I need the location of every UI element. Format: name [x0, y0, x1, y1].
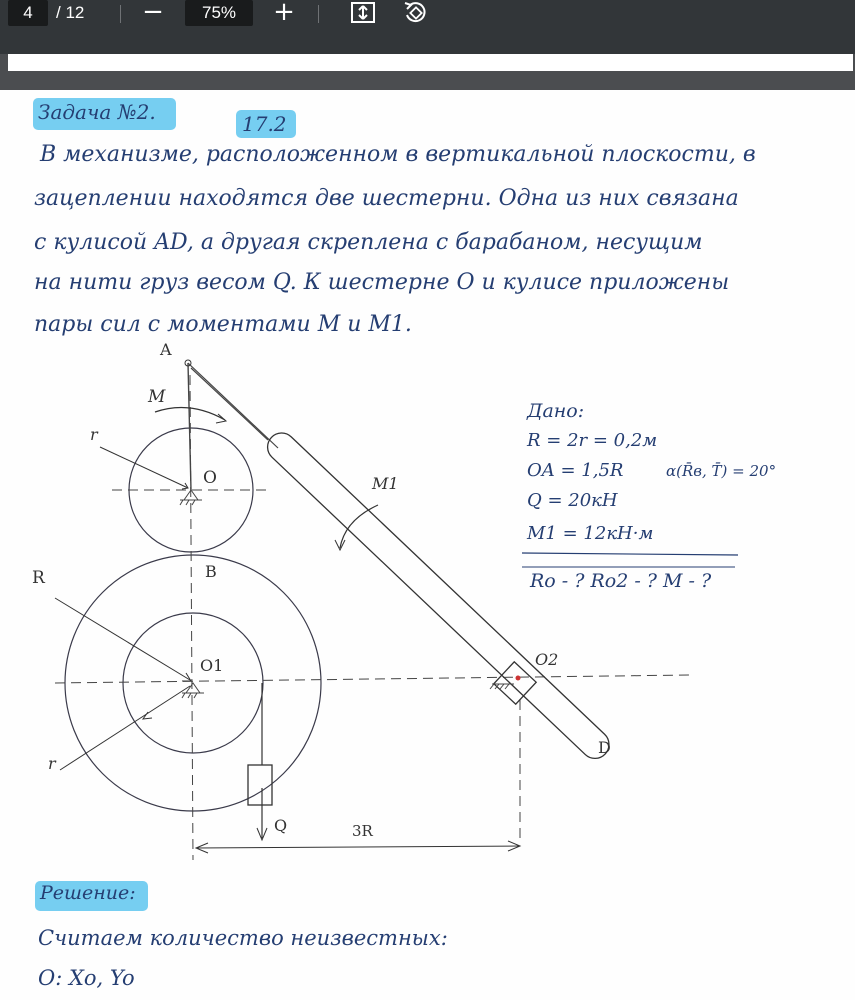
find-line: Ro - ? Ro2 - ? M - ? [530, 570, 712, 592]
label-m: M [148, 387, 166, 407]
zoom-out-button[interactable] [139, 0, 167, 26]
given-line-2: OA = 1,5R [527, 460, 624, 481]
document-page [0, 90, 855, 1000]
solution-line-2: O: Xo, Yo [38, 966, 135, 990]
task-number: 17.2 [242, 112, 287, 136]
statement-line-4: на нити груз весом Q. К шестерне O и кулисе приложены [34, 270, 730, 295]
radius-R [55, 598, 190, 680]
given-angle: α(R̄в, T̄) = 20° [666, 462, 777, 480]
given-header: Дано: [527, 400, 585, 422]
support-o2 [490, 684, 514, 689]
page-total: / 12 [56, 3, 85, 22]
dimension-3r [196, 846, 520, 848]
statement-line-3: с кулисой AD, а другая скреплена с барабаном, несущим [34, 230, 703, 255]
statement-line-1: В механизме, расположенном в вертикальной плоскости, в [40, 142, 756, 167]
given-line-3: Q = 20кН [527, 490, 618, 511]
zoom-level-input[interactable]: 75% [185, 0, 253, 26]
minus-icon: − [142, 0, 164, 27]
label-a: A [160, 340, 172, 359]
pin-o2 [516, 676, 521, 681]
given-line-1: R = 2r = 0,2м [527, 430, 658, 451]
plus-icon: + [273, 0, 295, 27]
task-label: Задача №2. [38, 100, 156, 124]
zoom-in-button[interactable] [270, 0, 298, 26]
label-b: B [205, 562, 217, 581]
toolbar-divider [120, 5, 121, 23]
load-q [248, 765, 272, 805]
support-o1 [182, 683, 204, 698]
solution-label: Решение: [40, 882, 136, 904]
rotate-icon [401, 0, 429, 26]
label-o2: O2 [535, 650, 559, 669]
slider-block [494, 662, 536, 704]
fit-page-icon [349, 0, 377, 26]
label-q: Q [274, 816, 288, 835]
pdf-toolbar [0, 0, 855, 54]
label-o1: O1 [200, 656, 224, 675]
toolbar-divider [318, 5, 319, 23]
statement-line-5: пары сил с моментами M и M1. [34, 312, 412, 337]
statement-line-2: зацеплении находятся две шестерни. Одна из них связана [34, 186, 739, 211]
given-underline [522, 553, 738, 555]
label-r-top: r [90, 425, 98, 444]
label-m1: M1 [372, 474, 399, 493]
label-r-bottom: r [48, 754, 56, 773]
label-d: D [598, 738, 611, 757]
label-3r: 3R [352, 822, 373, 840]
label-R: R [32, 568, 45, 588]
previous-page-edge [8, 54, 853, 71]
given-line-4: M1 = 12кН·м [527, 523, 654, 544]
rotate-button[interactable] [400, 0, 430, 26]
page-number-input[interactable]: 4 [8, 0, 48, 26]
label-o: O [203, 468, 217, 488]
solution-line-1: Считаем количество неизвестных: [38, 926, 448, 950]
radius-r-top [100, 447, 188, 488]
handwritten-page [0, 90, 855, 1000]
fit-page-button[interactable] [348, 0, 378, 26]
